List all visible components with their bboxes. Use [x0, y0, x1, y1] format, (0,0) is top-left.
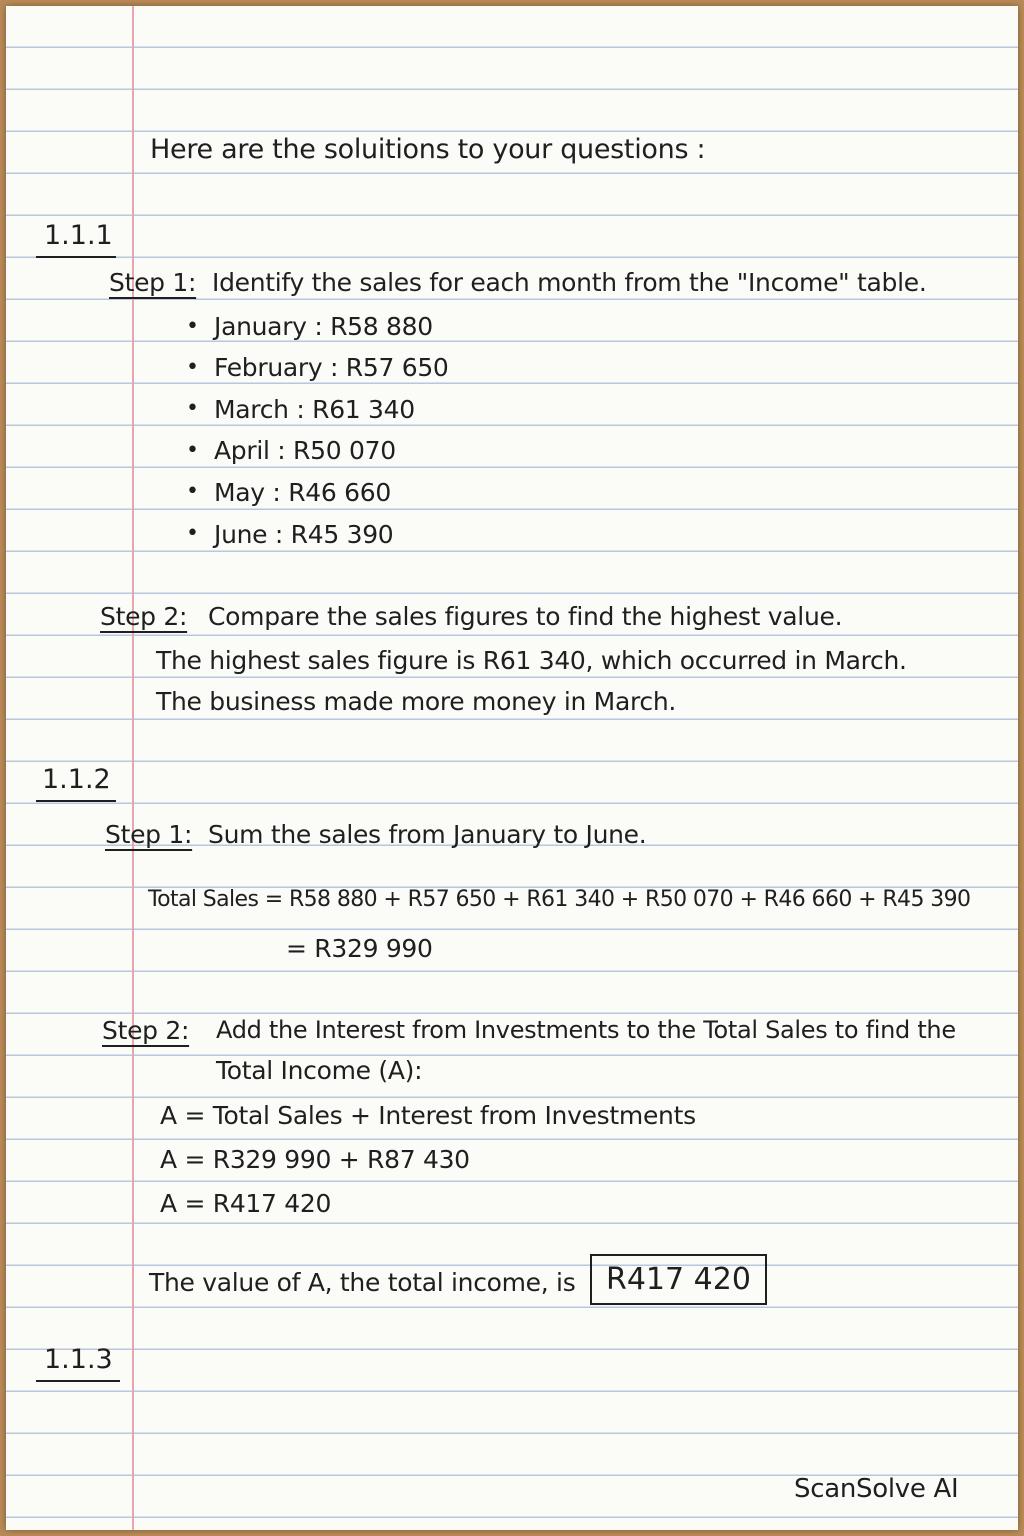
bullet: •: [186, 521, 199, 546]
list-item: March : R61 340: [214, 395, 415, 424]
section-underline: [36, 1380, 120, 1382]
answer-box: R417 420: [590, 1254, 767, 1305]
section-underline: [36, 256, 116, 258]
total-sales-equation: Total Sales = R58 880 + R57 650 + R61 340 + R50 070 + R46 660 + R45 390: [148, 887, 971, 912]
list-item: May : R46 660: [214, 478, 391, 507]
step-label: Step 1:: [109, 268, 197, 297]
bullet: •: [186, 396, 199, 421]
step-text: Add the Interest from Investments to the Total Sales to find the: [216, 1016, 956, 1044]
answer-text: The value of A, the total income, is: [149, 1268, 576, 1297]
conclusion-line: The business made more money in March.: [156, 687, 677, 716]
list-item: April : R50 070: [214, 436, 396, 465]
section-label-1-1-2: 1.1.2: [42, 764, 111, 795]
total-sales-result: = R329 990: [286, 934, 433, 963]
bullet: •: [186, 479, 199, 504]
equation-line: A = R329 990 + R87 430: [160, 1145, 470, 1174]
step-label: Step 1:: [105, 820, 193, 849]
margin-line: [132, 6, 134, 1530]
result-line: The highest sales figure is R61 340, which occurred in March.: [156, 646, 907, 675]
bullet: •: [186, 438, 199, 463]
section-underline: [36, 800, 116, 802]
equation-line: A = Total Sales + Interest from Investments: [160, 1101, 696, 1130]
section-label-1-1-3: 1.1.3: [44, 1344, 113, 1375]
step-text: Sum the sales from January to June.: [208, 820, 647, 849]
section-label-1-1-1: 1.1.1: [44, 220, 113, 251]
brand-watermark: ScanSolve AI: [794, 1474, 959, 1504]
step-label: Step 2:: [100, 602, 188, 631]
step-text: Compare the sales figures to find the highest value.: [208, 602, 843, 631]
step-text: Total Income (A):: [216, 1056, 423, 1085]
list-item: June : R45 390: [214, 520, 394, 549]
list-item: February : R57 650: [214, 353, 449, 382]
notebook-page: [6, 6, 1018, 1530]
step-label: Step 2:: [102, 1016, 190, 1045]
bullet: •: [186, 355, 199, 380]
list-item: January : R58 880: [214, 312, 433, 341]
step-text: Identify the sales for each month from the "Income" table.: [212, 268, 927, 297]
equation-line: A = R417 420: [160, 1189, 332, 1218]
intro-text: Here are the soluitions to your questions :: [150, 134, 706, 165]
bullet: •: [186, 314, 199, 339]
